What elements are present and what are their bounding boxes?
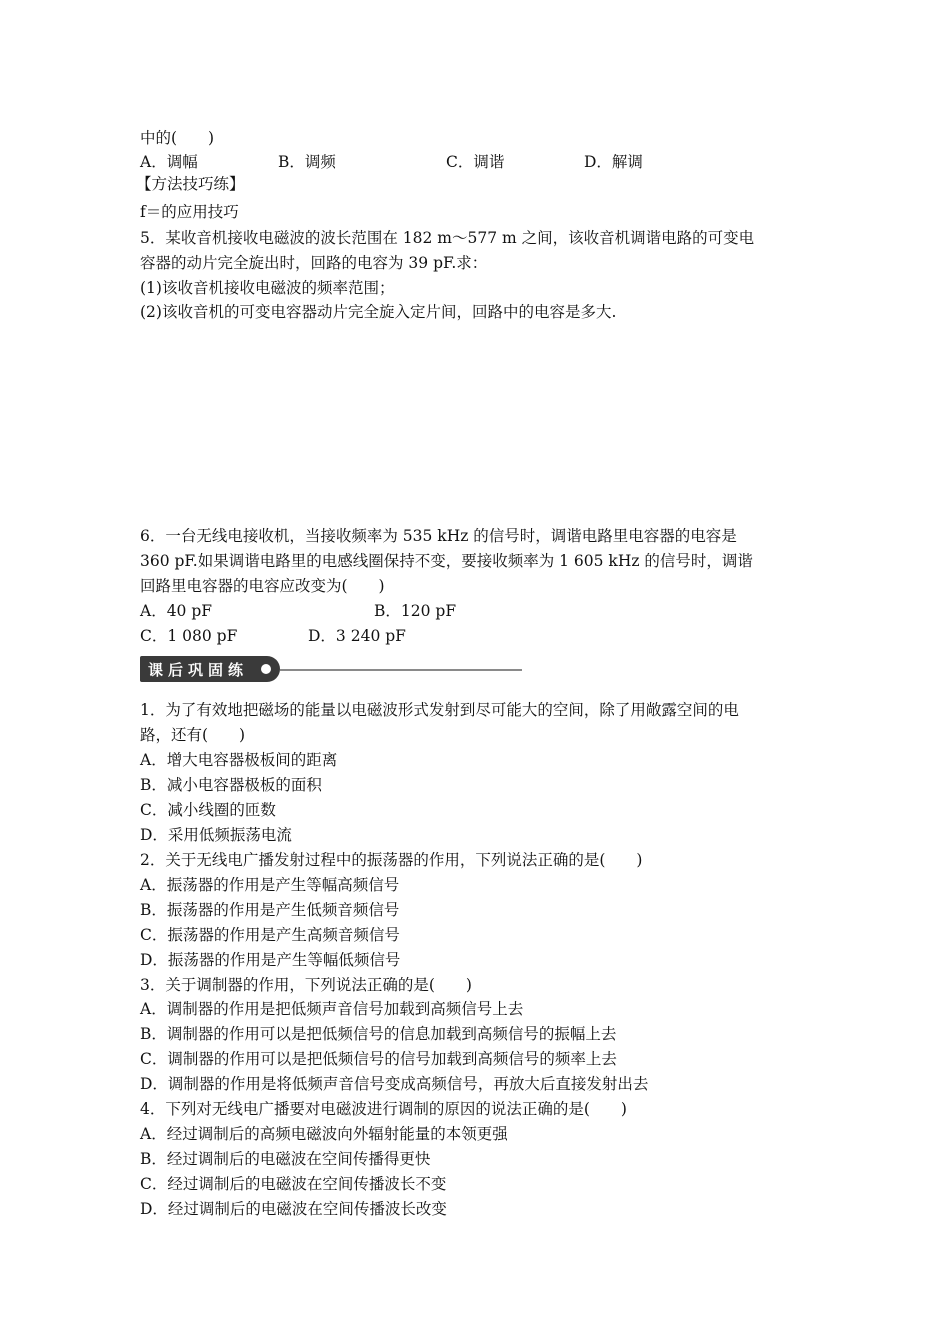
q4-option: A．经过调制后的高频电磁波向外辐射能量的本领更强 (140, 1125, 508, 1143)
q6-line: 360 pF.如果调谐电路里的电感线圈保持不变，要接收频率为 1 605 kHz 的信号时，调谐 (140, 552, 753, 570)
q3-option: C．调制器的作用可以是把低频信号的信号加载到高频信号的频率上去 (140, 1050, 617, 1068)
q2-option: B．振荡器的作用是产生低频音频信号 (140, 901, 400, 919)
q2-option: C．振荡器的作用是产生高频音频信号 (140, 926, 400, 944)
q1-option: B．减小电容器极板的面积 (140, 776, 322, 794)
q2-stem: 2．关于无线电广播发射过程中的振荡器的作用，下列说法正确的是( ) (140, 851, 643, 869)
q2-option: A．振荡器的作用是产生等幅高频信号 (140, 876, 400, 894)
option-c: C．调谐 (446, 153, 505, 171)
q1-line: 路，还有( ) (140, 726, 246, 744)
banner-title: 课后巩固练 (148, 661, 249, 679)
q1-option: C．减小线圈的匝数 (140, 801, 276, 819)
q5-line: 容器的动片完全旋出时，回路的电容为 39 pF.求： (140, 254, 488, 272)
q3-stem: 3．关于调制器的作用，下列说法正确的是( ) (140, 976, 472, 994)
banner-box (140, 656, 280, 682)
bullet-dot-icon (261, 664, 271, 674)
section-banner (140, 656, 522, 682)
q4-option: D．经过调制后的电磁波在空间传播波长改变 (140, 1200, 447, 1218)
q4-option: B．经过调制后的电磁波在空间传播得更快 (140, 1150, 431, 1168)
q6-option-d: D．3 240 pF (308, 627, 406, 645)
q6-option-a: A．40 pF (140, 602, 213, 620)
q6-line: 6．一台无线电接收机，当接收频率为 535 kHz 的信号时，调谐电路里电容器的电容是 (140, 527, 737, 545)
banner-rule (280, 669, 522, 671)
q4-stem: 4．下列对无线电广播要对电磁波进行调制的原因的说法正确的是( ) (140, 1100, 627, 1118)
q1-option: D．采用低频振荡电流 (140, 826, 292, 844)
q4-option: C．经过调制后的电磁波在空间传播波长不变 (140, 1175, 447, 1193)
q6-line: 回路里电容器的电容应改变为( ) (140, 577, 385, 595)
method-topic: f＝的应用技巧 (140, 203, 239, 221)
q6-option-c: C．1 080 pF (140, 627, 238, 645)
q5-line: 5．某收音机接收电磁波的波长范围在 182 m～577 m 之间，该收音机调谐电路的可变电 (140, 229, 755, 247)
q2-option: D．振荡器的作用是产生等幅低频信号 (140, 951, 401, 969)
q3-option: D．调制器的作用是将低频声音信号变成高频信号，再放大后直接发射出去 (140, 1075, 649, 1093)
q3-option: B．调制器的作用可以是把低频信号的信息加载到高频信号的振幅上去 (140, 1025, 617, 1043)
question-tail: 中的( ) (140, 129, 215, 147)
q3-option: A．调制器的作用是把低频声音信号加载到高频信号上去 (140, 1000, 524, 1018)
method-heading: 【方法技巧练】 (136, 175, 245, 193)
q5-line: (2)该收音机的可变电容器动片完全旋入定片间，回路中的电容是多大. (140, 303, 617, 321)
q6-option-b: B．120 pF (374, 602, 457, 620)
q1-line: 1．为了有效地把磁场的能量以电磁波形式发射到尽可能大的空间，除了用敞露空间的电 (140, 701, 739, 719)
q1-option: A．增大电容器极板间的距离 (140, 751, 338, 769)
option-b: B．调频 (278, 153, 336, 171)
option-a: A．调幅 (140, 153, 198, 171)
q5-line: (1)该收音机接收电磁波的频率范围； (140, 279, 395, 297)
option-d: D．解调 (584, 153, 643, 171)
